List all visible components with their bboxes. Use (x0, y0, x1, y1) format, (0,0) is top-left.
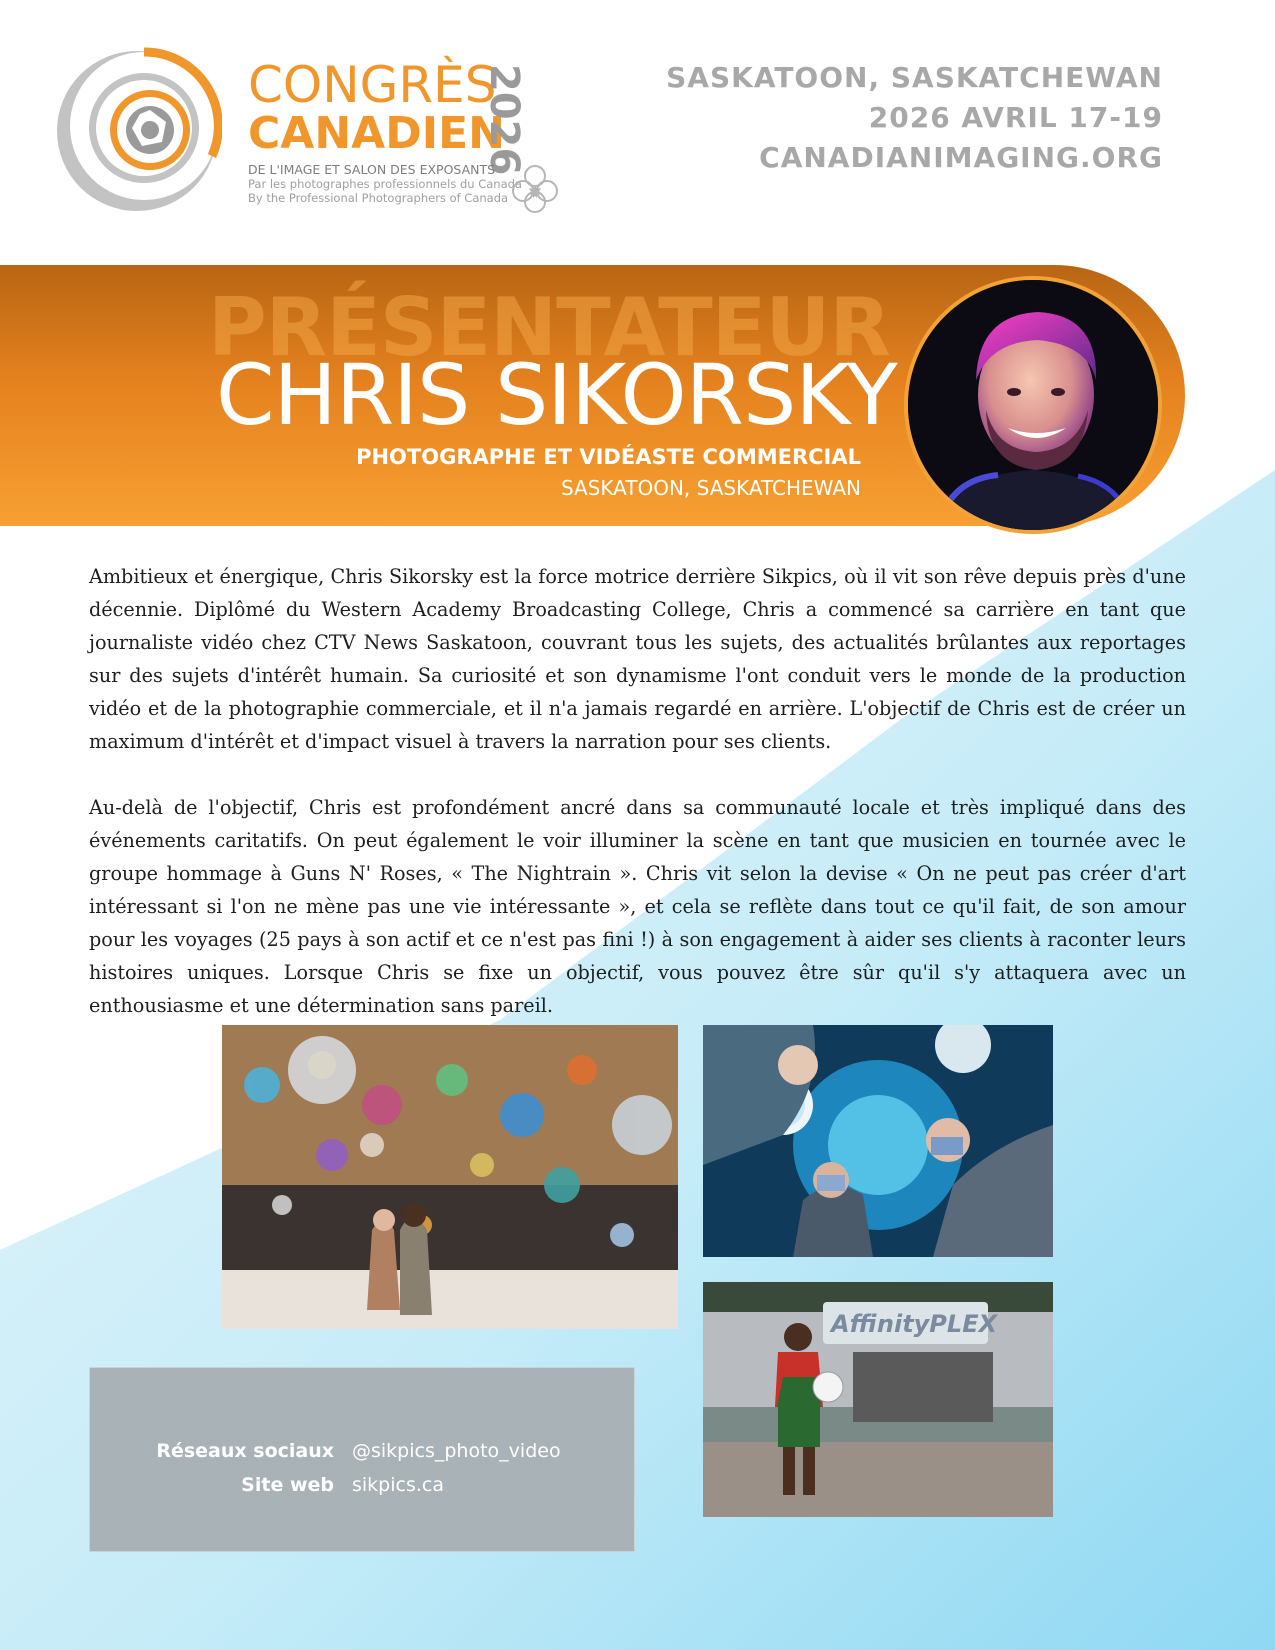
social-label: Réseaux sociaux (156, 1440, 334, 1462)
brand-subtitle: DE L'IMAGE ET SALON DES EXPOSANTS (248, 162, 496, 177)
presenter-section-label: PRÉSENTATEUR (208, 281, 890, 374)
presenter-portrait (904, 276, 1162, 534)
event-location: SASKATOON, SASKATCHEWAN (666, 61, 1163, 94)
gallery-photo-soccer (703, 1282, 1053, 1517)
camera-lens-logo-icon (52, 46, 222, 216)
gallery-photo-surgeons (703, 1025, 1053, 1257)
web-label: Site web (241, 1474, 334, 1496)
affinity-sign: AffinityPLEX (831, 1310, 998, 1338)
contact-row-web (90, 1474, 634, 1508)
portrait-image (908, 280, 1158, 530)
social-handle[interactable]: @sikpics_photo_video (352, 1440, 561, 1462)
soccer-player-image (703, 1282, 1053, 1517)
mall-art-image (222, 1025, 678, 1329)
presenter-name: CHRIS SIKORSKY (216, 346, 897, 444)
brand-title-line2: CANADIEN (248, 108, 505, 159)
event-info (666, 58, 1163, 178)
contact-row-social (90, 1440, 634, 1474)
presenter-city: SASKATOON, SASKATCHEWAN (560, 476, 861, 500)
brand-title-line1: CONGRÈS (248, 56, 497, 114)
event-website: CANADIANIMAGING.ORG (759, 141, 1163, 174)
gallery-photo-mall (222, 1025, 678, 1329)
event-dates: 2026 AVRIL 17-19 (868, 101, 1163, 134)
website-link[interactable]: sikpics.ca (352, 1474, 444, 1496)
maple-flower-icon (510, 164, 560, 214)
brand-subtitle-en: By the Professional Photographers of Canada (248, 191, 509, 205)
presenter-role: PHOTOGRAPHE ET VIDÉASTE COMMERCIAL (356, 445, 861, 469)
bio-paragraph: Ambitieux et énergique, Chris Sikorsky est la force motrice derrière Sikpics, où il vit son rêve depuis près d'une décennie. Diplômé du Western Academy Broadcasting College, Chris a commencé sa carrière en tant que journaliste vidéo chez CTV News Saskatoon, couvrant tous les sujets, des actualités brûlantes aux reportages sur des sujets d'intérêt humain. Sa curiosité et son dynamisme l'ont conduit vers le monde de la production vidéo et de la photographie commerciale, et il n'a jamais regardé en arrière. L'objectif de Chris est de créer un maximum d'intérêt et d'impact visuel à travers la narration pour ses clients. (89, 565, 1186, 753)
surgeons-image (703, 1025, 1053, 1257)
brand-year: 2026 (481, 64, 527, 176)
brand-subtitle-fr: Par les photographes professionnels du Canada (248, 177, 522, 191)
brand-logo (52, 46, 572, 216)
bio-paragraph: Au-delà de l'objectif, Chris est profondément ancré dans sa communauté locale et très impliqué dans des événements caritatifs. On peut également le voir illuminer la scène en tant que musicien en tournée avec le groupe hommage à Guns N' Roses, « The Nightrain ». Chris vit selon la devise « On ne peut pas créer d'art intéressant si l'on ne mène pas une vie intéressante », et cela se reflète dans tout ce qu'il fait, de son amour pour les voyages (25 pays à son actif et ce n'est pas fini !) à son engagement à aider ses clients à raconter leurs histoires uniques. Lorsque Chris se fixe un objectif, vous pouvez être sûr qu'il s'y attaquera avec un enthousiasme et une détermination sans pareil. (89, 796, 1186, 1017)
presenter-bio (89, 560, 1186, 1055)
contact-box (89, 1367, 635, 1552)
